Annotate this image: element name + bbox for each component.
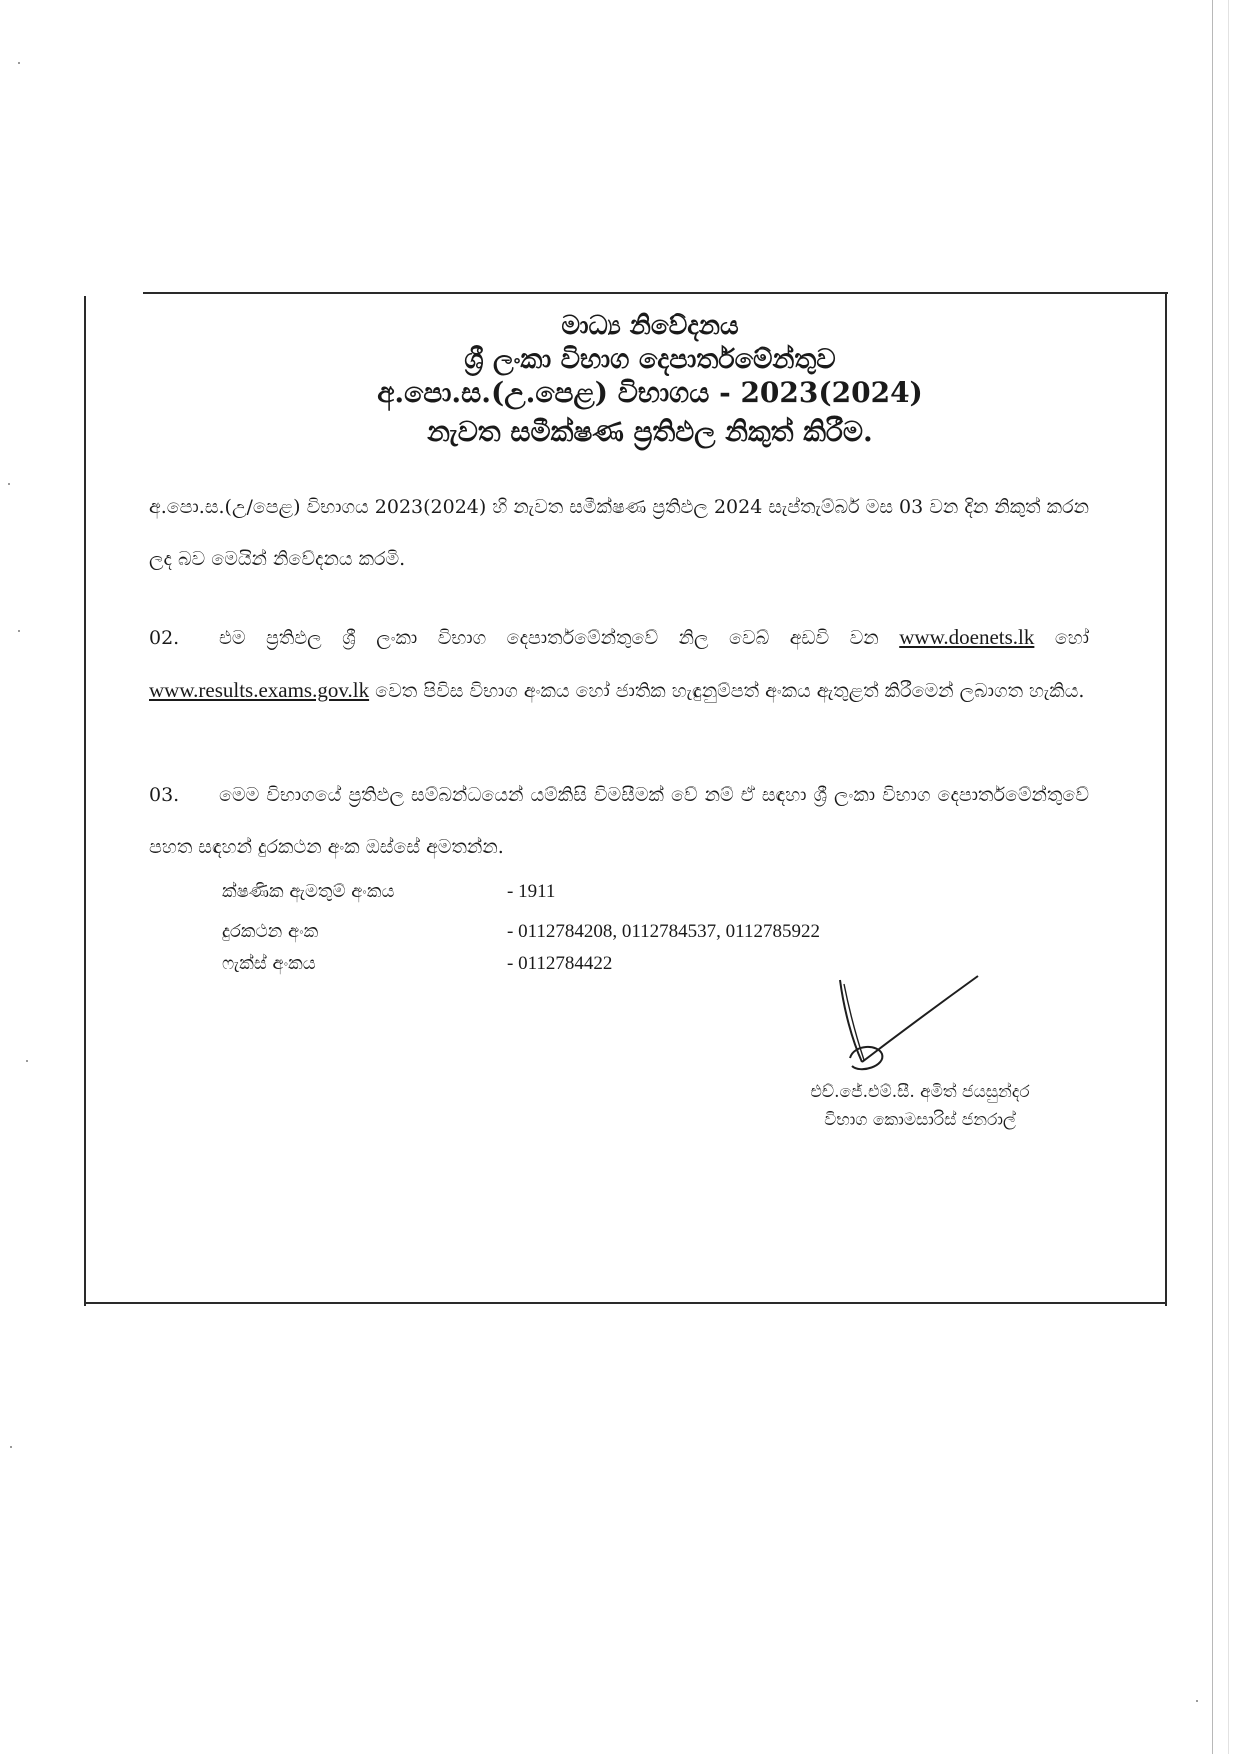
heading-media-release: මාධ්‍ය නිවේදනය: [561, 311, 739, 341]
scan-speck: [8, 483, 10, 485]
signatory-title: විභාග කොමසාරිස් ජනරාල්: [824, 1110, 1016, 1130]
paragraph-2-text-part-2: වෙත පිවිස විභාග අංකය හෝ ජාතික හැඳුනුම්පත් අංකය ඇතුළත් කිරීමෙන් ලබාගත හැකිය.: [369, 680, 1085, 702]
heading-department: ශ්‍රී ලංකා විභාග දෙපාර්තමේන්තුව: [464, 344, 836, 375]
contact-row-hotline: [222, 882, 555, 901]
scan-edge-line-faint: [1228, 0, 1229, 1754]
paragraph-2-number: 02.: [149, 627, 180, 649]
results-exams-link[interactable]: www.results.exams.gov.lk: [149, 678, 370, 702]
signatory-name: එච්.ජේ.එම්.සී. අමිත් ජයසුන්දර: [810, 1082, 1030, 1102]
paragraph-2-text-or: හෝ: [1034, 627, 1089, 649]
contact-value: - 1911: [507, 881, 556, 902]
paragraph-3-number: 03.: [149, 784, 180, 806]
heading-subject: නැවත සමීක්ෂණ ප්‍රතිඵල නිකුත් කිරීම.: [427, 415, 873, 448]
contact-row-fax: [222, 954, 612, 973]
handwritten-signature: [820, 970, 990, 1080]
paragraph-2-text-part-1: එම ප්‍රතිඵල ශ්‍රී ලංකා විභාග දෙපාර්තමේන්තුවේ නිල වෙබ් අඩවි වන: [219, 627, 900, 649]
scan-speck: [18, 630, 20, 632]
paragraph-2: [149, 611, 1089, 717]
contact-label: දුරකථන අංක: [222, 921, 319, 942]
contact-label: ෆැක්ස් අංකය: [222, 953, 316, 974]
notice-box-bottom-border: [84, 1302, 1167, 1304]
notice-box-left-border: [84, 296, 86, 1306]
notice-box-top-border: [143, 292, 1168, 294]
scan-speck: [26, 1060, 28, 1062]
notice-box-right-border: [1165, 292, 1167, 1306]
contact-value: - 0112784422: [507, 953, 613, 974]
scan-speck: [1196, 1700, 1198, 1702]
contact-value: - 0112784208, 0112784537, 0112785922: [507, 921, 820, 942]
scan-edge-line: [1212, 0, 1213, 1754]
paragraph-1: අ.පො.ස.(උ/පෙළ) විභාගය 2023(2024) හි නැවත සමීක්ෂණ ප්‍රතිඵල 2024 සැප්තැම්බර් මස 03 වන දින නිකුත් කරන ලද බව මෙයින් නිවේදනය කරමි.: [149, 496, 1089, 570]
paragraph-3-text: මෙම විභාගයේ ප්‍රතිඵල සම්බන්ධයෙන් යම්කිසි විමසීමක් වේ නම් ඒ සඳහා ශ්‍රී ලංකා විභාග දෙපාර්තමේන්තුවේ පහත සඳහන් දුරකථන අංක ඔස්සේ අමතන්න.: [149, 784, 1089, 858]
heading-exam: අ.පො.ස.(උ.පෙළ) විභාගය - 2023(2024): [377, 376, 923, 409]
scan-speck: [10, 1446, 12, 1448]
paragraph-3: [149, 769, 1089, 873]
contact-row-telephone: [222, 922, 820, 941]
scan-speck: [18, 62, 20, 64]
doenets-link[interactable]: www.doenets.lk: [899, 625, 1035, 649]
contact-label: ක්ෂණික ඇමතුම් අංකය: [222, 881, 395, 902]
